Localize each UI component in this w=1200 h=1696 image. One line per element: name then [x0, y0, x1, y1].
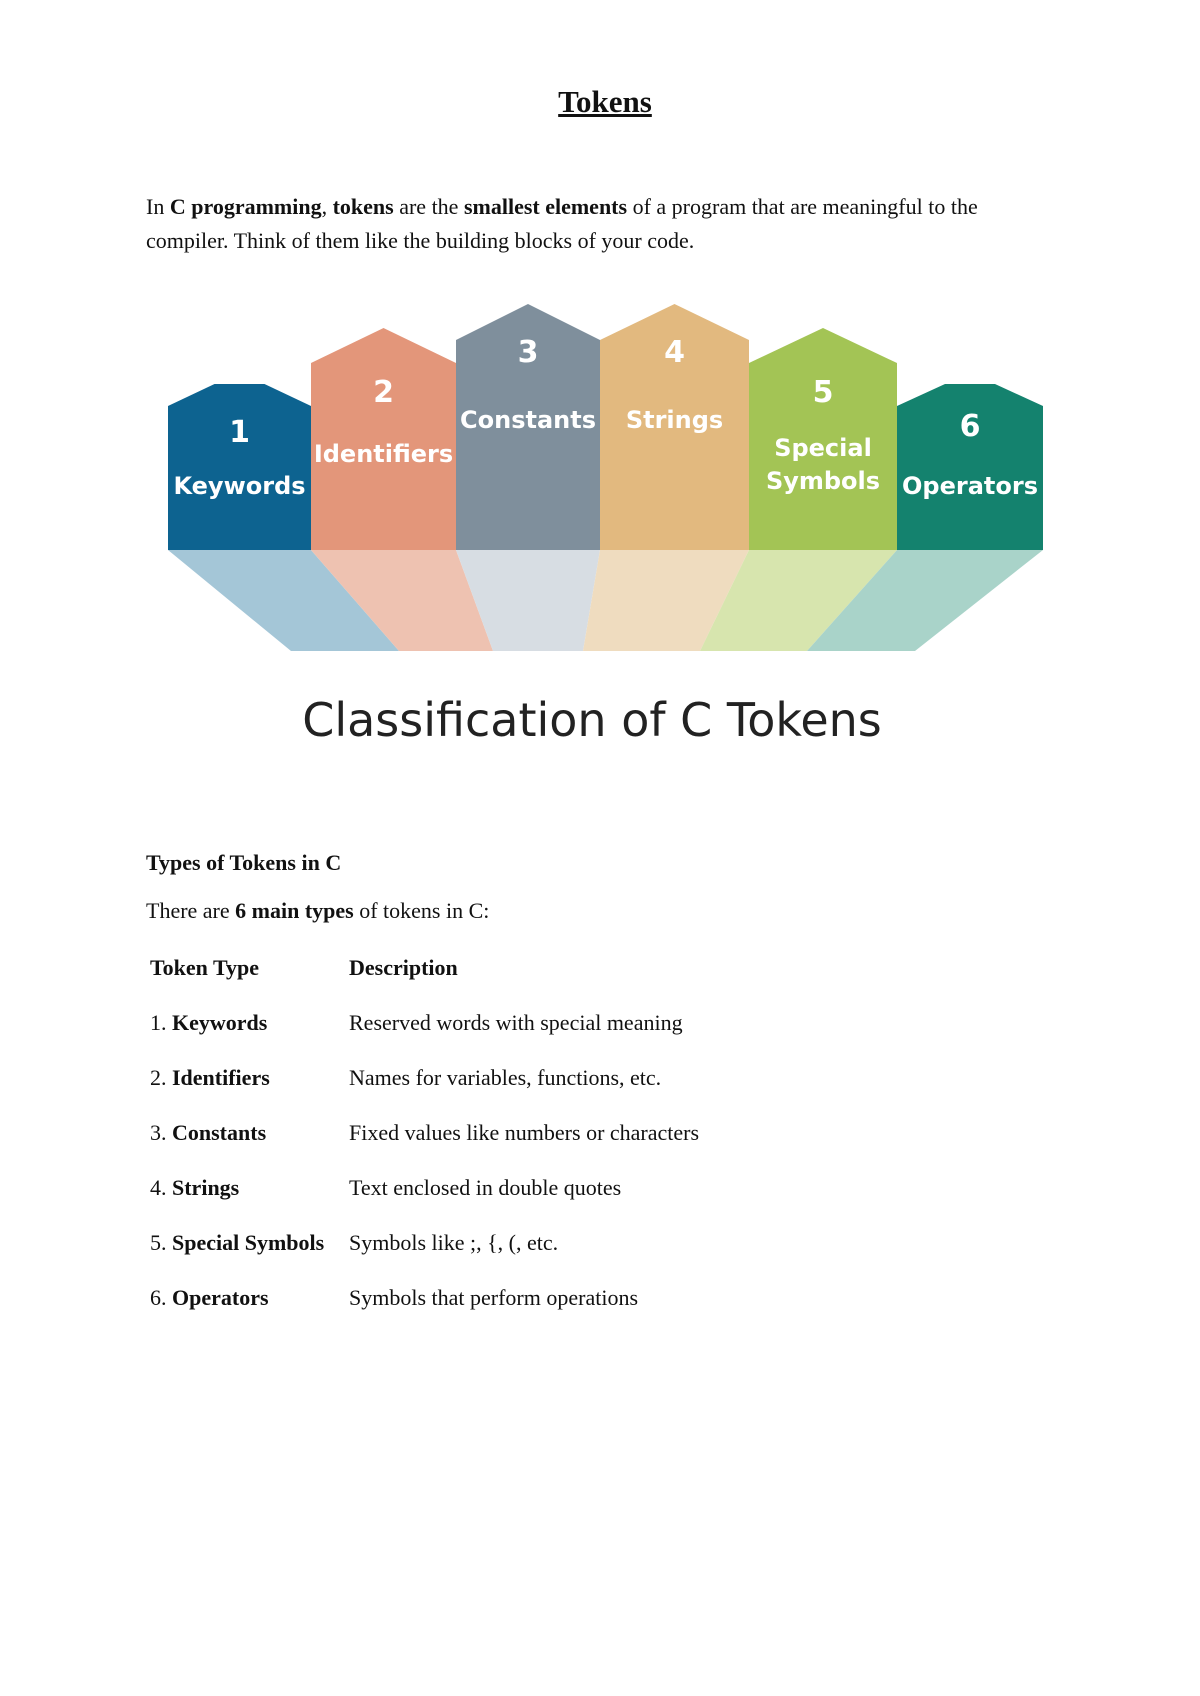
token-block-number: 3	[517, 335, 539, 370]
intro-bold-term: tokens	[332, 194, 394, 219]
token-block-number: 1	[229, 415, 250, 450]
table-row	[150, 1215, 850, 1270]
token-type-cell	[150, 1175, 349, 1201]
types-intro-text: of tokens in C:	[353, 898, 490, 923]
token-block-label: Constants	[460, 406, 596, 434]
token-block-label: Operators	[902, 472, 1038, 500]
token-classification-infographic	[160, 298, 1050, 758]
token-name: Keywords	[172, 1009, 268, 1035]
token-name: Identifiers	[172, 1064, 270, 1090]
token-type-cell	[150, 1230, 349, 1256]
intro-paragraph	[146, 190, 1056, 258]
token-name: Operators	[172, 1284, 269, 1310]
page-title: Tokens	[558, 84, 652, 119]
token-type-cell	[150, 1120, 349, 1146]
intro-text: are the	[393, 194, 464, 219]
token-number: 3.	[150, 1119, 172, 1145]
token-description: Symbols like ;, {, (, etc.	[349, 1229, 559, 1255]
table-row	[150, 1270, 850, 1325]
token-type-cell	[150, 1010, 349, 1036]
token-description: Text enclosed in double quotes	[349, 1174, 622, 1200]
token-block-number: 6	[959, 409, 981, 444]
token-description: Symbols that perform operations	[349, 1284, 639, 1310]
token-block-label: Symbols	[765, 467, 881, 495]
token-number: 2.	[150, 1064, 172, 1090]
token-block-label: Identifiers	[313, 440, 454, 468]
token-block-number: 4	[664, 335, 685, 370]
intro-text: In	[146, 194, 170, 219]
token-type-cell	[150, 1285, 349, 1311]
intro-text: ,	[321, 194, 333, 219]
types-intro-paragraph	[146, 898, 489, 924]
column-header-description: Description	[349, 954, 458, 980]
table-header-row	[150, 940, 850, 995]
table-row	[150, 1050, 850, 1105]
infographic-caption: Classification of C Tokens	[302, 693, 882, 747]
token-type-cell	[150, 1065, 349, 1091]
token-name: Strings	[172, 1174, 240, 1200]
token-name: Constants	[172, 1119, 267, 1145]
intro-bold-term: smallest elements	[463, 194, 628, 219]
token-description: Reserved words with special meaning	[349, 1009, 683, 1035]
token-number: 6.	[150, 1284, 172, 1310]
table-row	[150, 1105, 850, 1160]
token-block-4	[583, 304, 749, 651]
token-block-label: Keywords	[173, 472, 306, 500]
intro-text: of a program that are meaningful to the compiler. Think of them like the building blocks of your code.	[146, 194, 978, 253]
token-block-number: 2	[373, 375, 394, 410]
token-block-3	[456, 304, 600, 651]
intro-bold-term: C programming	[169, 194, 322, 219]
token-number: 1.	[150, 1009, 172, 1035]
token-block-column	[168, 384, 311, 550]
token-number: 4.	[150, 1174, 172, 1200]
column-header-token-type: Token Type	[150, 954, 260, 980]
token-name: Special Symbols	[172, 1229, 325, 1255]
token-block-column	[311, 328, 456, 550]
token-block-label: Strings	[625, 406, 724, 434]
token-block-number: 5	[812, 375, 834, 410]
token-types-table	[150, 940, 850, 1325]
token-description: Names for variables, functions, etc.	[349, 1064, 662, 1090]
token-description: Fixed values like numbers or characters	[349, 1119, 700, 1145]
types-intro-bold: 6 main types	[235, 898, 354, 923]
table-row	[150, 995, 850, 1050]
token-number: 5.	[150, 1229, 172, 1255]
types-intro-text: There are	[146, 898, 236, 923]
token-block-label: Special	[774, 434, 872, 462]
table-row	[150, 1160, 850, 1215]
section-heading: Types of Tokens in C	[146, 850, 342, 875]
